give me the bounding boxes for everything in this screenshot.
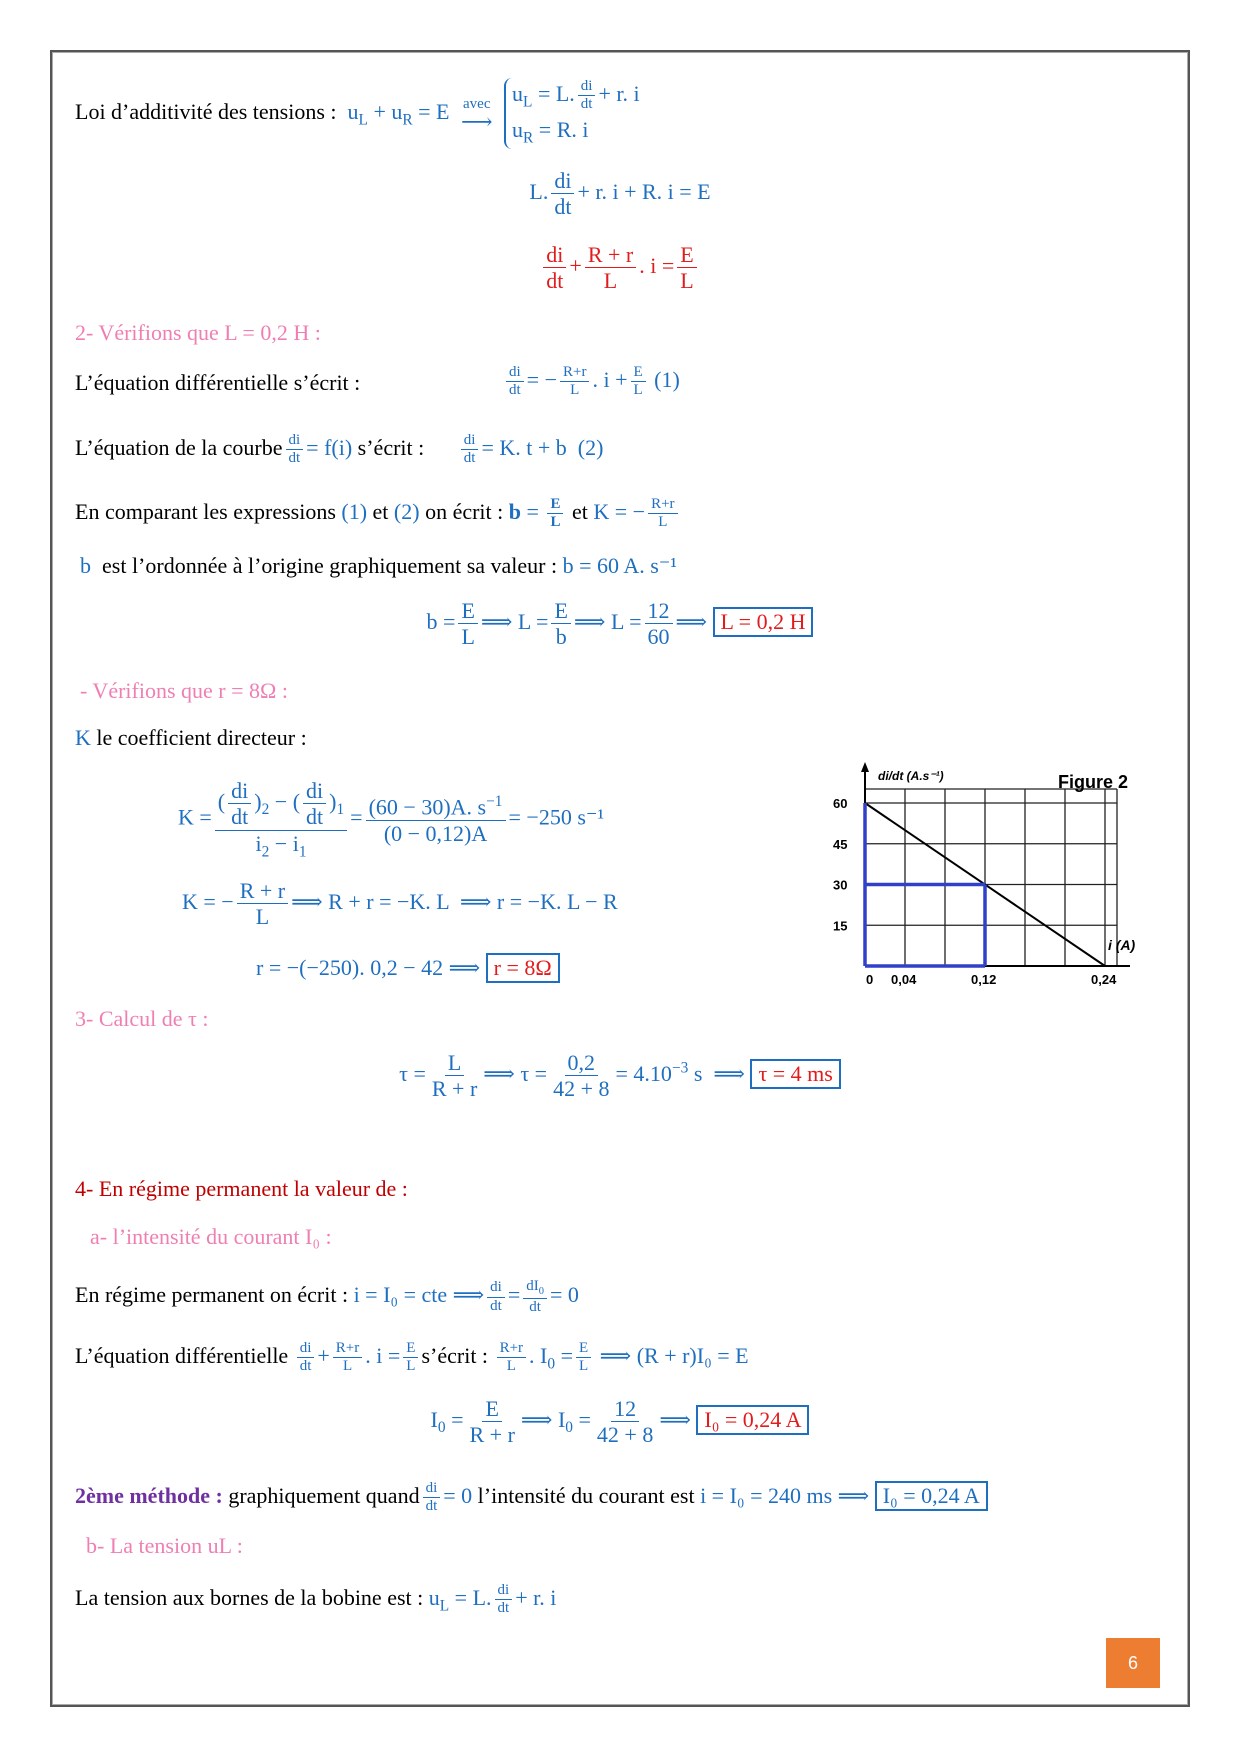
chart-ylabel: di/dt (A.s⁻¹) xyxy=(878,769,944,783)
s2-line3: En comparant les expressions (1) et (2) on écrit : b = $\frac{E}{L}$ et K = − $\frac{R+r}{L}$ xyxy=(75,496,681,532)
system-brace: $u_L = L$. $\frac{di}{dt}$ + r. i $u_R = R$. i xyxy=(504,78,640,149)
r-relation: K = − $\frac{R + r}{L}$ ⟹ R + r = −K. L ⟹ r = −K. L − R xyxy=(182,878,618,930)
s2-line4: b est l’ordonnée à l’origine graphiquement sa valeur : b = 60 A. s⁻¹ xyxy=(80,553,677,578)
x-tick-label: 0,12 xyxy=(971,972,997,987)
s2-line1: L’équation différentielle s’écrit : $\frac{di}{dt}$ = − $\frac{R+r}{L}$ . i + $\frac{E}{L}$ (1) xyxy=(75,364,680,399)
s4-title: 4- En régime permanent la valeur de : xyxy=(75,1176,408,1201)
s4-line1: En régime permanent on écrit : i = I₀ = cte ⟹ $\frac{di}{dt}$ = $\frac{dI_0}{dt}$ = 0 xyxy=(75,1278,579,1316)
chart-xlabel: i (A) xyxy=(1108,937,1136,953)
chart-grid xyxy=(865,789,1117,966)
method2-label: 2ème méthode : xyxy=(75,1482,223,1508)
s2-eq1: $\frac{di}{dt}$ = − $\frac{R+r}{L}$ . i + $\frac{E}{L}$ (1) xyxy=(503,364,680,400)
result-I0-method2: I₀ = 0,24 A xyxy=(875,1481,988,1511)
y-tick-label: 15 xyxy=(833,918,848,934)
x-tick-label: 0,04 xyxy=(891,972,917,987)
s2-title: 2- Vérifions que L = 0,2 H : xyxy=(75,320,321,345)
s2b-title: - Vérifions que r = 8Ω : xyxy=(80,678,288,703)
y-axis-arrow xyxy=(861,762,869,772)
y-tick-label: 30 xyxy=(833,877,848,893)
r-calc: r = −(−250). 0,2 − 42 ⟹ r = 8Ω xyxy=(256,953,560,983)
additivity-line xyxy=(75,78,640,149)
y-tick-label: 45 xyxy=(833,836,848,852)
additivity-intro: Loi d’additivité des tensions : xyxy=(75,98,337,124)
avec-arrow: avec ⟶ xyxy=(460,95,493,135)
diff-eq-1: L. $\frac{di}{dt}$ + r. i + R. i = E xyxy=(529,168,711,220)
result-r: r = 8Ω xyxy=(486,953,560,983)
uL-line: La tension aux bornes de la bobine est : $u_L = L$. $\frac{di}{dt}$ + r. i xyxy=(75,1582,557,1617)
x-tick-label: 0,24 xyxy=(1091,972,1117,987)
page-number: 6 xyxy=(1106,1638,1160,1688)
s3-title: 3- Calcul de τ : xyxy=(75,1006,209,1031)
k-calc: K = ( $\frac{di}{dt}$ )$_2$ − ( $\frac{di}{dt}$ )$_1$ $i_2 - i_1$ = $\frac{(60 - 30)A. s^{-1}}{(0 - 0,12)A}$ = −250 s⁻¹ xyxy=(178,778,605,860)
s4-line2: L’équation différentielle $\frac{di}{dt}$ + $\frac{R+r}{L}$ . i = $\frac{E}{L}$ s’écrit : $\frac{R+r}{L}$ . $I_0$ = $\frac{E}{L}$ ⟹ (R + r)I₀ = E xyxy=(75,1340,749,1375)
tau-calc: τ = $\frac{L}{R + r}$ ⟹ τ = $\frac{0,2}{42 + 8}$ = $4.10^{-3}$ s ⟹ τ = 4 ms xyxy=(0,1050,1240,1102)
s2-line2: L’équation de la courbe $\frac{di}{dt}$ = f(i) s’écrit : $\frac{di}{dt}$ = K. t + b (2) xyxy=(75,432,604,467)
additivity-eq: $u_L + u_R = E$ xyxy=(342,98,450,129)
L-calc: b = $\frac{E}{L}$ ⟹ L = $\frac{E}{b}$ ⟹ L = $\frac{12}{60}$ ⟹ L = 0,2 H xyxy=(0,598,1240,650)
result-tau: τ = 4 ms xyxy=(750,1059,840,1089)
s2-eq2: $\frac{di}{dt}$ = K. t + b (2) xyxy=(458,435,604,460)
diff-eq-2: $\frac{di}{dt}$ + $\frac{R + r}{L}$ . i = $\frac{E}{L}$ xyxy=(0,242,1240,294)
I0-calc: $I_0$ = $\frac{E}{R + r}$ ⟹ $I_0$ = $\frac{12}{42 + 8}$ ⟹ I₀ = 0,24 A xyxy=(0,1396,1240,1448)
s4b-title: b- La tension uL : xyxy=(86,1533,243,1558)
y-tick-label: 60 xyxy=(833,796,848,811)
result-I0: I₀ = 0,24 A xyxy=(696,1405,809,1435)
k-line: K le coefficient directeur : xyxy=(75,725,307,750)
method2-line: 2ème méthode : graphiquement quand $\frac{di}{dt}$ = 0 l’intensité du courant est i = I₀ = 240 ms ⟹ I₀ = 0,24 A xyxy=(75,1480,988,1516)
chart-title: Figure 2 xyxy=(1058,772,1129,792)
chart-origin-label: 0 xyxy=(866,972,874,987)
result-L: L = 0,2 H xyxy=(713,607,814,637)
figure-2-chart xyxy=(830,758,1160,998)
s4a-title: a- l’intensité du courant I₀ : xyxy=(90,1224,332,1249)
